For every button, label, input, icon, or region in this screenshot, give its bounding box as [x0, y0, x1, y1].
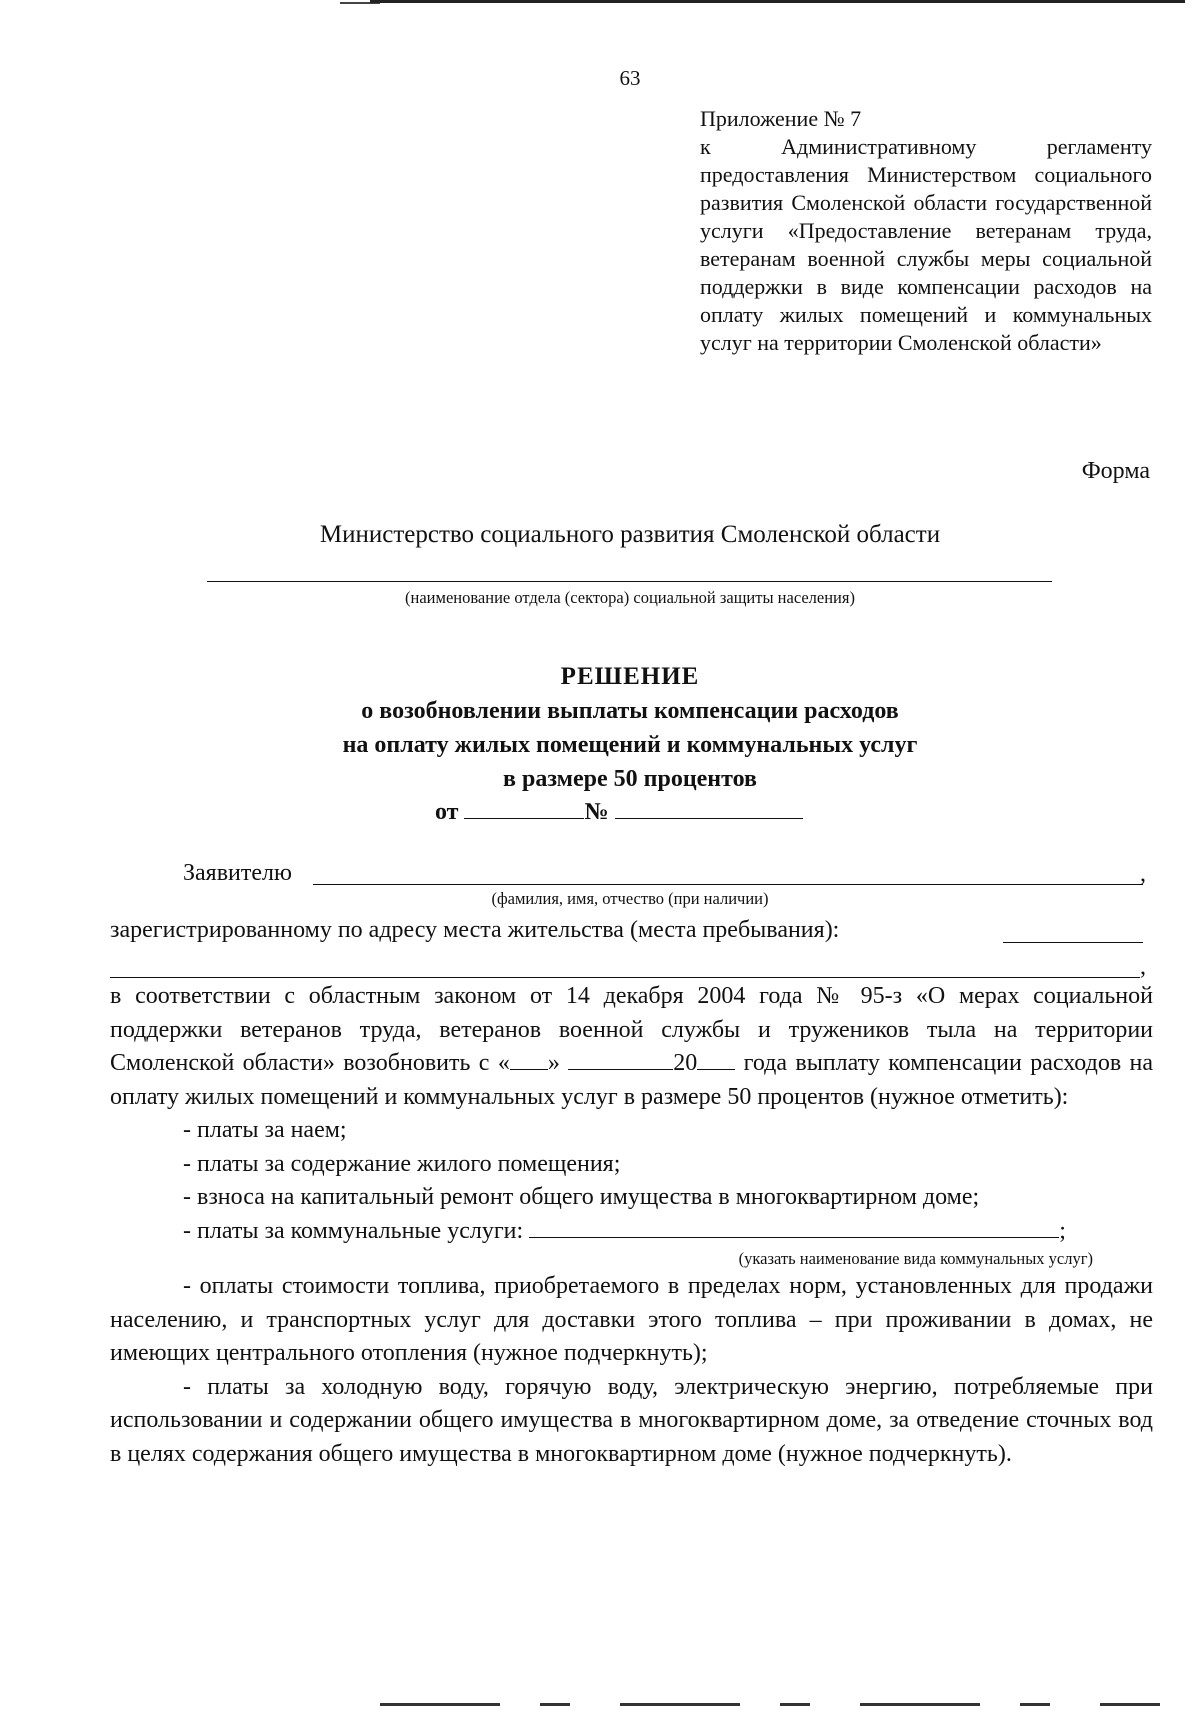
list-item-utilities — [110, 1215, 1153, 1249]
appendix-block — [700, 105, 1152, 357]
ministry-name: Министерство социального развития Смоленской области — [319, 521, 941, 548]
date-number-line — [435, 796, 803, 826]
applicant-comma: , — [1140, 861, 1146, 887]
number-sign: № — [584, 799, 609, 825]
department-blank-line — [207, 581, 1052, 582]
applicant-label: Заявителю — [183, 860, 292, 886]
number-blank[interactable] — [615, 796, 803, 819]
list-item-fuel: - оплаты стоимости топлива, приобретаемого в пределах норм, установленных для продажи населению, и транспортных услуг для доставки этого топлива – при проживании в домах, не имеющих центрального отопления (нужное подчеркнуть); — [110, 1273, 1153, 1366]
day-blank[interactable] — [510, 1049, 548, 1070]
title-line-4: в размере 50 процентов — [503, 766, 757, 792]
from-label: от — [435, 799, 459, 825]
department-caption: (наименование отдела (сектора) социальной защиты населения) — [405, 588, 855, 607]
utilities-semicolon: ; — [1059, 1217, 1066, 1244]
p1-part2: » — [547, 1050, 560, 1076]
title-line-2: о возобновлении выплаты компенсации расходов — [361, 698, 899, 724]
list-item-maintenance: - платы за содержание жилого помещения; — [183, 1150, 621, 1177]
p1-part1: в соответствии с областным законом от 14 декабря 2004 года № 95-з «О мерах социальной поддержки ветеранов труда, ветеранов военной службы и тружеников тыла на территории Смоленской области» возобновить с « — [110, 983, 1153, 1076]
date-blank[interactable] — [464, 796, 584, 819]
utilities-caption: (указать наименование вида коммунальных услуг) — [738, 1249, 1093, 1268]
scan-artifact-bottom-line — [380, 1703, 1160, 1706]
fio-caption: (фамилия, имя, отчество (при наличии) — [491, 889, 769, 908]
document-title — [0, 660, 1200, 796]
utilities-label: - платы за коммунальные услуги: — [183, 1217, 524, 1244]
registered-address-label: зарегистрированному по адресу места жительства (места пребывания): — [110, 917, 840, 943]
registered-address-blank[interactable] — [1003, 942, 1143, 943]
utilities-blank[interactable] — [529, 1217, 1059, 1238]
title-line-3: на оплату жилых помещений и коммунальных услуг — [342, 732, 918, 758]
list-item-rent: - платы за наем; — [183, 1117, 347, 1143]
month-blank[interactable] — [568, 1049, 673, 1070]
p1-part3: 20 — [673, 1050, 698, 1076]
decision-body — [110, 980, 1153, 1471]
year-blank[interactable] — [697, 1049, 735, 1070]
p1-part4: года выплату компенсации расходов на оплату жилых помещений и коммунальных услуг в размере 50 процентов (нужное отметить): — [110, 1050, 1154, 1110]
page-number: 63 — [619, 66, 641, 90]
scan-artifact-top-line — [370, 0, 1185, 3]
decision-paragraph-1 — [110, 980, 1153, 1114]
appendix-title: Приложение № 7 — [700, 106, 862, 131]
list-item-common-property: - платы за холодную воду, горячую воду, электрическую энергию, потребляемые при использовании и содержании общего имущества в многоквартирном доме, за отведение сточных вод в целях содержания общего имущества в многоквартирном доме (нужное подчеркнуть). — [110, 1373, 1153, 1467]
form-label: Форма — [1081, 458, 1150, 484]
address-blank-line[interactable] — [110, 977, 1140, 978]
applicant-blank-line[interactable] — [313, 884, 1143, 885]
list-item-capital-repair: - взноса на капитальный ремонт общего имущества в многоквартирном доме; — [183, 1184, 980, 1210]
address-comma: , — [1140, 954, 1146, 980]
appendix-text: к Административному регламенту предоставления Министерством социального развития Смоленской области государственной услуги «Предоставление ветеранам труда, ветеранам военной службы меры социальной поддержки в виде компенсации расходов на оплату жилых помещений и коммунальных услуг на территории Смоленской области» — [700, 134, 1152, 355]
title-line-1: РЕШЕНИЕ — [560, 663, 700, 690]
